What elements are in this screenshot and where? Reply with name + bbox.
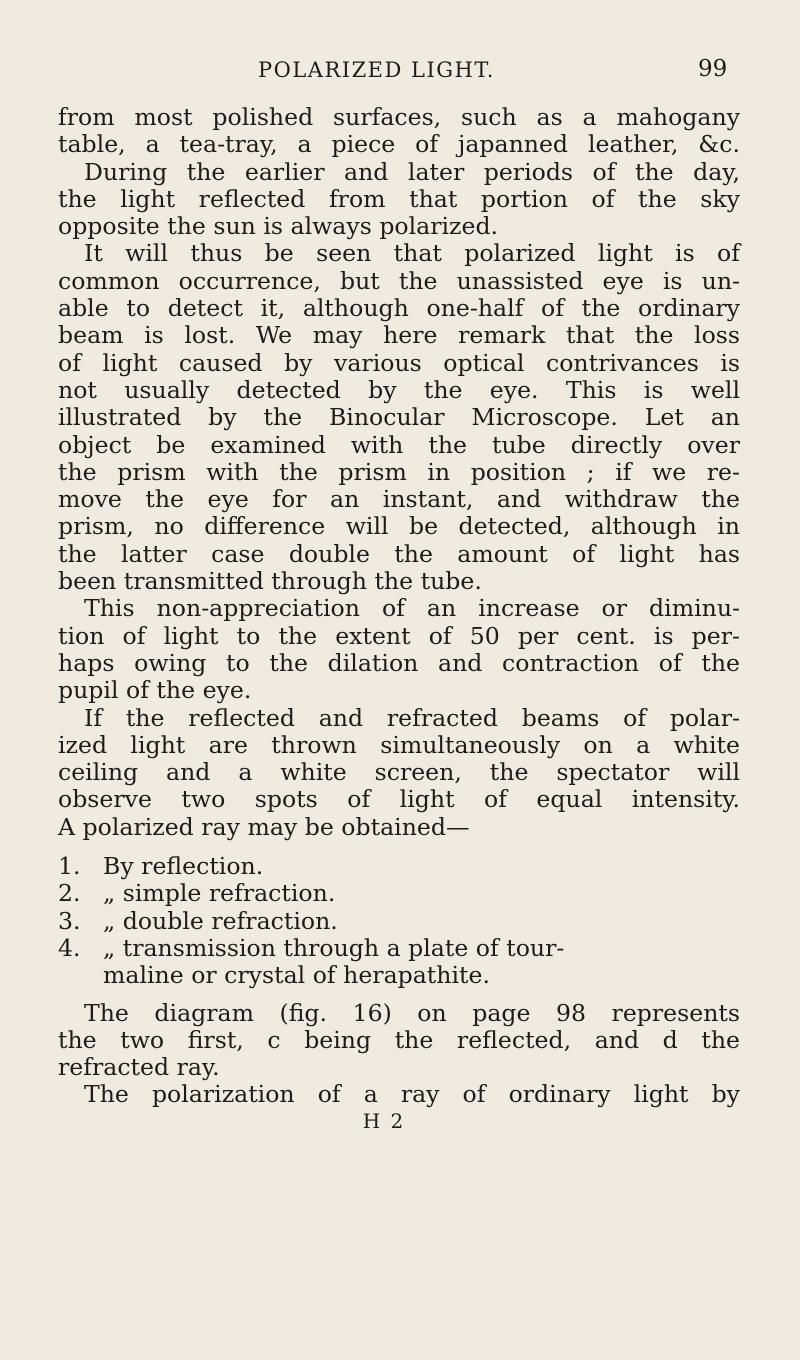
body-text	[58, 104, 740, 1133]
text-line: pupil of the eye.	[58, 676, 252, 705]
text-line: common occurrence, but the unassisted eye is un-	[58, 266, 740, 295]
text-line: the prism with the prism in position ; if we re-	[58, 457, 740, 486]
text-line: table, a tea-tray, a piece of japanned leather, &c.	[58, 130, 740, 159]
list-item	[58, 908, 740, 935]
running-head: POLARIZED LIGHT.	[258, 58, 495, 82]
text-line: The diagram (fig. 16) on page 98 represents	[84, 998, 740, 1027]
text-line: opposite the sun is always polarized.	[58, 212, 499, 241]
text-line: tion of light to the extent of 50 per cent. is per-	[58, 621, 740, 650]
text-line: not usually detected by the eye. This is well	[58, 375, 740, 404]
text-line: been transmitted through the tube.	[58, 567, 482, 596]
text-line: prism, no difference will be detected, although in	[58, 512, 740, 541]
list-number: 3.	[58, 906, 81, 935]
list-number: 2.	[58, 879, 81, 908]
list-item	[58, 935, 740, 962]
text-line: object be examined with the tube directly over	[58, 430, 740, 459]
text-line: This non-appreciation of an increase or diminu-	[84, 594, 740, 623]
text-line: ized light are thrown simultaneously on a white	[58, 730, 740, 759]
list-number: 4.	[58, 933, 81, 962]
list-text: „ transmission through a plate of tour-	[103, 933, 565, 962]
text-line: the latter case double the amount of light has	[58, 539, 740, 568]
list-text: „ simple refraction.	[103, 879, 336, 908]
text-line: the light reflected from that portion of the sky	[58, 184, 740, 213]
text-line: If the reflected and refracted beams of polar-	[84, 703, 740, 732]
list-text: By reflection.	[103, 852, 264, 881]
signature-mark: H 2	[362, 1108, 406, 1133]
text-line: the two first, c being the reflected, and d the	[58, 1025, 740, 1054]
text-line: ceiling and a white screen, the spectator will	[58, 758, 740, 787]
text-line: It will thus be seen that polarized light is of	[84, 239, 740, 268]
text-line: of light caused by various optical contrivances is	[58, 348, 740, 377]
page-header	[0, 58, 800, 88]
text-line: observe two spots of light of equal intensity.	[58, 785, 740, 814]
text-line: refracted ray.	[58, 1053, 220, 1082]
text-line: haps owing to the dilation and contraction of the	[58, 648, 740, 677]
text-line: A polarized ray may be obtained—	[58, 812, 470, 841]
text-line: The polarization of a ray of ordinary light by	[84, 1080, 740, 1109]
list-text: „ double refraction.	[103, 906, 338, 935]
list-item	[58, 853, 740, 880]
text-line: able to detect it, although one-half of the ordinary	[58, 294, 740, 323]
list-number: 1.	[58, 852, 81, 881]
numbered-list	[58, 853, 740, 989]
text-line: from most polished surfaces, such as a mahogany	[58, 103, 740, 131]
text-line: illustrated by the Binocular Microscope. Let an	[58, 403, 740, 432]
page-number: 99	[698, 56, 728, 82]
list-item	[58, 880, 740, 907]
list-continuation: maline or crystal of herapathite.	[103, 961, 490, 990]
text-line: move the eye for an instant, and withdraw the	[58, 485, 740, 514]
text-line: beam is lost. We may here remark that the loss	[58, 321, 740, 350]
text-line: During the earlier and later periods of the day,	[84, 157, 740, 186]
